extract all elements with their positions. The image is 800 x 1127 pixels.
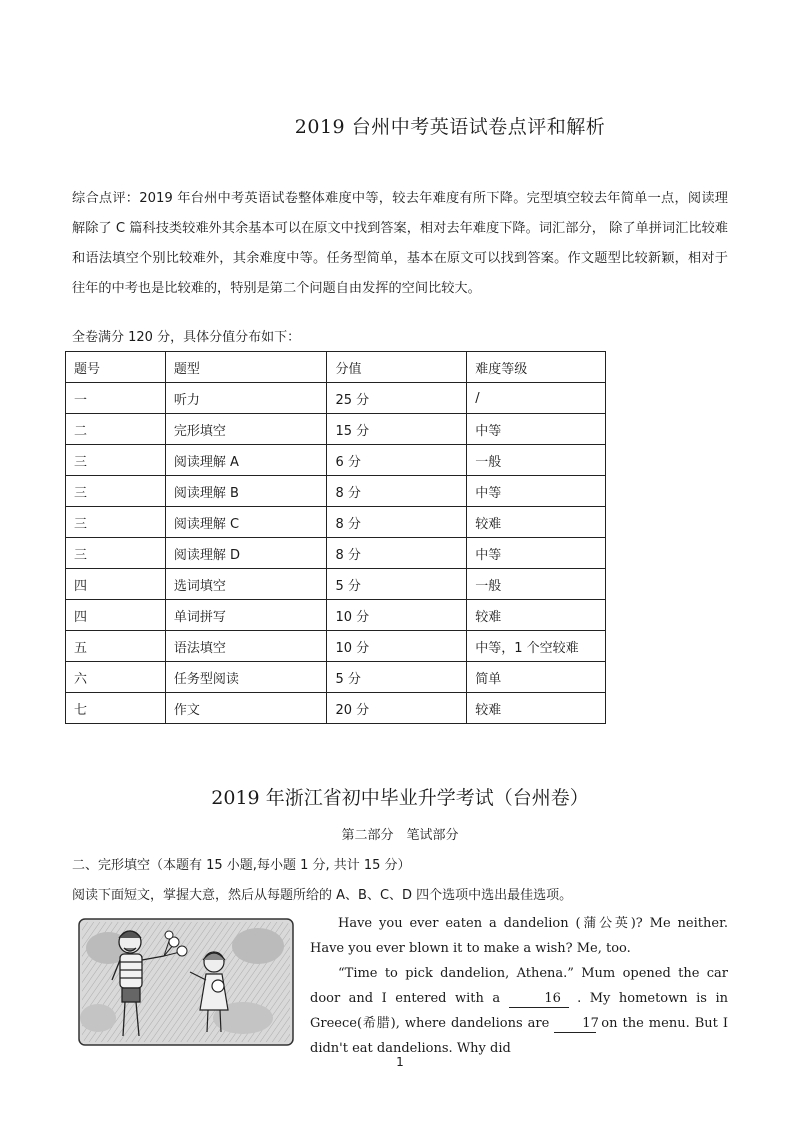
cell-type: 作文 (165, 693, 327, 724)
cloze-section-heading: 二、完形填空（本题有 15 小题,每小题 1 分, 共计 15 分） (72, 858, 411, 873)
cell-difficulty: 中等，1 个空较难 (467, 631, 606, 662)
header-question-type: 题型 (165, 352, 327, 383)
cell-type: 阅读理解 A (165, 445, 327, 476)
cell-difficulty: 较难 (467, 600, 606, 631)
cell-score: 8 分 (327, 476, 467, 507)
cell-score: 10 分 (327, 631, 467, 662)
cell-type: 单词拼写 (165, 600, 327, 631)
cell-difficulty: 一般 (467, 445, 606, 476)
cell-number: 三 (66, 538, 166, 569)
table-row (66, 600, 606, 631)
passage-text: on the menu. But I didn't eat dandelions. Why did (310, 1016, 728, 1056)
blank-17: 17 (554, 1016, 596, 1033)
passage-text: . My hometown is in Greece(希腊), where dandelions are (310, 991, 728, 1031)
table-row (66, 693, 606, 724)
dandelion-illustration (78, 918, 294, 1046)
cell-difficulty: 较难 (467, 507, 606, 538)
cell-number: 一 (66, 383, 166, 414)
score-table-caption: 全卷满分 120 分，具体分值分布如下： (72, 330, 301, 345)
cell-number: 三 (66, 507, 166, 538)
table-row (66, 476, 606, 507)
cell-type: 选词填空 (165, 569, 327, 600)
cell-score: 15 分 (327, 414, 467, 445)
cell-score: 8 分 (327, 507, 467, 538)
cloze-passage (310, 911, 728, 1061)
blank-16: 16 (509, 991, 569, 1008)
cloze-instruction: 阅读下面短文，掌握大意，然后从每题所给的 A、B、C、D 四个选项中选出最佳选项。 (72, 888, 573, 903)
cell-difficulty: / (467, 383, 606, 414)
cell-type: 听力 (165, 383, 327, 414)
header-score: 分值 (327, 352, 467, 383)
cell-score: 20 分 (327, 693, 467, 724)
cell-number: 七 (66, 693, 166, 724)
table-row (66, 383, 606, 414)
passage-paragraph-2 (310, 961, 728, 1061)
cell-score: 6 分 (327, 445, 467, 476)
table-row (66, 569, 606, 600)
overall-review-paragraph: 综合点评：2019 年台州中考英语试卷整体难度中等，较去年难度有所下降。完型填空较去年简单一点，阅读理解除了 C 篇科技类较难外其余基本可以在原文中找到答案，相对去年难度下降。词汇部分， 除了单拼词汇比较难和语法填空个别比较难外，其余难度中等。任务型简单，基本在原文可以找到答案。作文题型比较新颖，相对于往年的中考也是比较难的，特别是第二个问题自由发挥的空间比较大。 (72, 191, 728, 296)
cell-difficulty: 较难 (467, 693, 606, 724)
cell-type: 阅读理解 D (165, 538, 327, 569)
cell-number: 三 (66, 445, 166, 476)
page-title: 2019 台州中考英语试卷点评和解析 (294, 116, 606, 138)
cell-number: 六 (66, 662, 166, 693)
cell-type: 阅读理解 C (165, 507, 327, 538)
part-title: 第二部分 笔试部分 (341, 828, 459, 843)
cell-difficulty: 中等 (467, 538, 606, 569)
cell-type: 阅读理解 B (165, 476, 327, 507)
score-distribution-table (65, 351, 606, 724)
cell-score: 10 分 (327, 600, 467, 631)
table-row (66, 445, 606, 476)
header-question-number: 题号 (66, 352, 166, 383)
cell-number: 三 (66, 476, 166, 507)
page-number: 1 (396, 1055, 404, 1069)
table-row (66, 538, 606, 569)
cell-number: 二 (66, 414, 166, 445)
header-difficulty: 难度等级 (467, 352, 606, 383)
cell-type: 任务型阅读 (165, 662, 327, 693)
cell-score: 5 分 (327, 662, 467, 693)
cell-difficulty: 中等 (467, 414, 606, 445)
cell-difficulty: 简单 (467, 662, 606, 693)
table-header-row (66, 352, 606, 383)
table-row (66, 631, 606, 662)
passage-text: “Time to pick dandelion, Athena.” Mum opened the car door and I entered with a (310, 966, 728, 1006)
cell-score: 25 分 (327, 383, 467, 414)
cell-difficulty: 中等 (467, 476, 606, 507)
cell-score: 5 分 (327, 569, 467, 600)
cell-difficulty: 一般 (467, 569, 606, 600)
cell-number: 四 (66, 569, 166, 600)
cell-score: 8 分 (327, 538, 467, 569)
cell-type: 完形填空 (165, 414, 327, 445)
cell-number: 四 (66, 600, 166, 631)
cell-type: 语法填空 (165, 631, 327, 662)
cell-number: 五 (66, 631, 166, 662)
table-row (66, 507, 606, 538)
table-row (66, 414, 606, 445)
passage-paragraph-1: Have you ever eaten a dandelion (蒲公英)? Me neither. Have you ever blown it to make a wish? Me, too. (310, 916, 728, 956)
table-row (66, 662, 606, 693)
exam-title: 2019 年浙江省初中毕业升学考试（台州卷） (211, 787, 589, 809)
